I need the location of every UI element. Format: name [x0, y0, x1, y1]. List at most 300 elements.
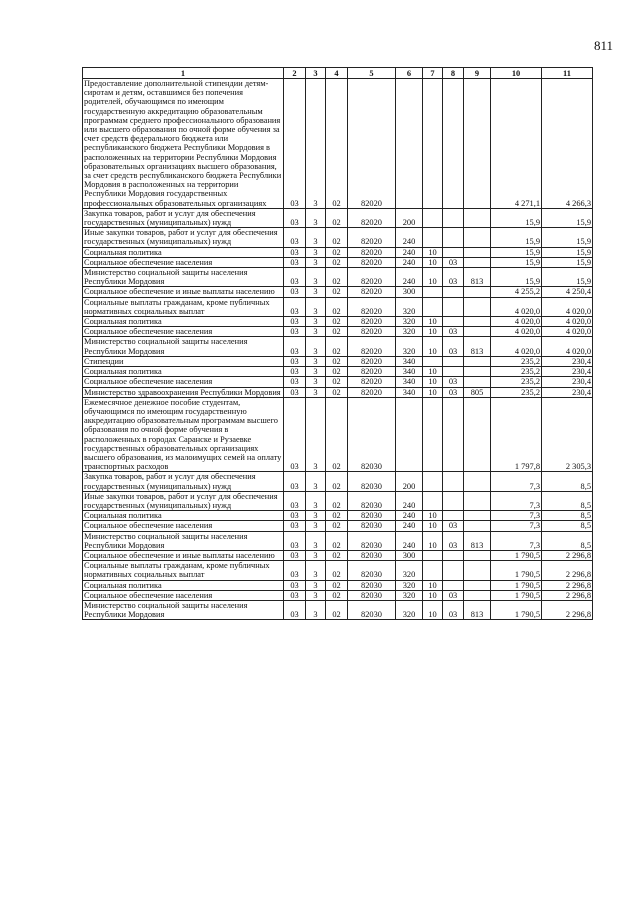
code-cell: 02: [326, 590, 348, 600]
code-cell: [443, 367, 464, 377]
code-cell: 200: [396, 472, 423, 491]
code-cell: 82030: [348, 521, 396, 531]
code-cell: 82020: [348, 337, 396, 356]
code-cell: [464, 561, 491, 580]
code-cell: 03: [284, 257, 306, 267]
code-cell: 3: [306, 317, 326, 327]
row-label-cell: Министерство здравоохранения Республики Мордовия: [83, 387, 284, 397]
code-cell: [443, 287, 464, 297]
col-header: 5: [348, 68, 396, 79]
code-cell: 02: [326, 511, 348, 521]
row-label-cell: Социальные выплаты гражданам, кроме публичных нормативных социальных выплат: [83, 297, 284, 316]
code-cell: 813: [464, 531, 491, 550]
amount-cell: 230,4: [542, 367, 593, 377]
amount-cell: 1 790,5: [491, 600, 542, 619]
code-cell: 240: [396, 257, 423, 267]
col-header: 7: [423, 68, 443, 79]
table-row: [83, 337, 593, 356]
amount-cell: 4 020,0: [491, 337, 542, 356]
code-cell: 03: [284, 268, 306, 287]
row-label-cell: Социальное обеспечение населения: [83, 377, 284, 387]
code-cell: [423, 491, 443, 510]
code-cell: 3: [306, 79, 326, 209]
code-cell: [464, 327, 491, 337]
row-label-cell: Иные закупки товаров, работ и услуг для обеспечения государственных (муниципальных) нужд: [83, 228, 284, 247]
col-header: 9: [464, 68, 491, 79]
code-cell: 320: [396, 600, 423, 619]
code-cell: 03: [443, 590, 464, 600]
row-label-cell: Министерство социальной защиты населения Республики Мордовия: [83, 531, 284, 550]
code-cell: 02: [326, 521, 348, 531]
code-cell: [423, 208, 443, 227]
code-cell: 10: [423, 590, 443, 600]
row-label-cell: Закупка товаров, работ и услуг для обеспечения государственных (муниципальных) нужд: [83, 208, 284, 227]
code-cell: 03: [284, 337, 306, 356]
row-label-cell: Социальное обеспечение населения: [83, 590, 284, 600]
code-cell: 82030: [348, 531, 396, 550]
code-cell: 02: [326, 531, 348, 550]
code-cell: 82030: [348, 491, 396, 510]
code-cell: [464, 590, 491, 600]
amount-cell: 15,9: [542, 228, 593, 247]
table-row: [83, 377, 593, 387]
amount-cell: 15,9: [542, 208, 593, 227]
amount-cell: 8,5: [542, 472, 593, 491]
code-cell: 03: [284, 297, 306, 316]
amount-cell: 15,9: [491, 208, 542, 227]
code-cell: 02: [326, 268, 348, 287]
code-cell: [443, 550, 464, 560]
code-cell: 320: [396, 590, 423, 600]
code-cell: 300: [396, 287, 423, 297]
code-cell: 82020: [348, 247, 396, 257]
row-label-cell: Социальная политика: [83, 317, 284, 327]
row-label-cell: Социальная политика: [83, 367, 284, 377]
code-cell: 03: [443, 377, 464, 387]
table-row: [83, 531, 593, 550]
amount-cell: 235,2: [491, 367, 542, 377]
code-cell: 03: [284, 531, 306, 550]
code-cell: 02: [326, 377, 348, 387]
code-cell: 3: [306, 397, 326, 472]
code-cell: [423, 472, 443, 491]
code-cell: [443, 297, 464, 316]
table-row: [83, 79, 593, 209]
code-cell: 82030: [348, 397, 396, 472]
code-cell: 320: [396, 297, 423, 316]
code-cell: 03: [443, 521, 464, 531]
code-cell: 3: [306, 387, 326, 397]
code-cell: 02: [326, 600, 348, 619]
table-row: [83, 287, 593, 297]
code-cell: 10: [423, 531, 443, 550]
code-cell: 82030: [348, 590, 396, 600]
code-cell: 805: [464, 387, 491, 397]
code-cell: 82030: [348, 472, 396, 491]
amount-cell: 4 020,0: [491, 317, 542, 327]
row-label-cell: Социальная политика: [83, 247, 284, 257]
amount-cell: 15,9: [491, 268, 542, 287]
code-cell: 3: [306, 208, 326, 227]
code-cell: 200: [396, 208, 423, 227]
row-label-cell: Стипендии: [83, 356, 284, 366]
code-cell: [464, 367, 491, 377]
code-cell: 02: [326, 247, 348, 257]
code-cell: [464, 208, 491, 227]
code-cell: 813: [464, 268, 491, 287]
amount-cell: 1 790,5: [491, 580, 542, 590]
amount-cell: 7,3: [491, 511, 542, 521]
code-cell: 82020: [348, 268, 396, 287]
code-cell: 320: [396, 561, 423, 580]
code-cell: 03: [284, 580, 306, 590]
amount-cell: 2 296,8: [542, 580, 593, 590]
code-cell: [443, 247, 464, 257]
col-header: 11: [542, 68, 593, 79]
amount-cell: 15,9: [491, 247, 542, 257]
code-cell: 3: [306, 491, 326, 510]
code-cell: 82020: [348, 228, 396, 247]
amount-cell: 1 790,5: [491, 550, 542, 560]
amount-cell: 4 020,0: [542, 327, 593, 337]
code-cell: 02: [326, 337, 348, 356]
page-number: 811: [594, 38, 614, 53]
code-cell: 03: [443, 268, 464, 287]
amount-cell: 230,4: [542, 356, 593, 366]
code-cell: 340: [396, 387, 423, 397]
code-cell: 82020: [348, 79, 396, 209]
amount-cell: 8,5: [542, 521, 593, 531]
code-cell: 3: [306, 327, 326, 337]
table-row: [83, 580, 593, 590]
code-cell: 03: [284, 397, 306, 472]
code-cell: [464, 257, 491, 267]
code-cell: 82020: [348, 356, 396, 366]
code-cell: 03: [284, 247, 306, 257]
amount-cell: 235,2: [491, 387, 542, 397]
code-cell: 240: [396, 521, 423, 531]
code-cell: 02: [326, 297, 348, 316]
code-cell: 02: [326, 356, 348, 366]
code-cell: 82020: [348, 257, 396, 267]
code-cell: [423, 287, 443, 297]
code-cell: [443, 208, 464, 227]
code-cell: [464, 521, 491, 531]
code-cell: 10: [423, 377, 443, 387]
amount-cell: 2 296,8: [542, 590, 593, 600]
code-cell: 10: [423, 317, 443, 327]
code-cell: [423, 550, 443, 560]
code-cell: [464, 356, 491, 366]
code-cell: 03: [284, 561, 306, 580]
code-cell: 02: [326, 550, 348, 560]
amount-cell: 4 271,1: [491, 79, 542, 209]
code-cell: 03: [284, 521, 306, 531]
code-cell: 10: [423, 337, 443, 356]
code-cell: [464, 580, 491, 590]
code-cell: 3: [306, 377, 326, 387]
col-header: 1: [83, 68, 284, 79]
amount-cell: 4 266,3: [542, 79, 593, 209]
code-cell: 3: [306, 268, 326, 287]
code-cell: 82020: [348, 387, 396, 397]
amount-cell: 15,9: [542, 257, 593, 267]
code-cell: [464, 472, 491, 491]
code-cell: 02: [326, 228, 348, 247]
row-label-cell: Иные закупки товаров, работ и услуг для обеспечения государственных (муниципальных) нужд: [83, 491, 284, 510]
row-label-cell: Социальное обеспечение населения: [83, 521, 284, 531]
code-cell: 03: [284, 511, 306, 521]
code-cell: 82020: [348, 377, 396, 387]
code-cell: 82030: [348, 550, 396, 560]
code-cell: 82030: [348, 580, 396, 590]
row-label-cell: Социальная политика: [83, 580, 284, 590]
code-cell: [464, 317, 491, 327]
code-cell: [464, 79, 491, 209]
code-cell: 3: [306, 580, 326, 590]
col-header: 10: [491, 68, 542, 79]
amount-cell: 230,4: [542, 387, 593, 397]
code-cell: [464, 397, 491, 472]
code-cell: [423, 397, 443, 472]
amount-cell: 4 020,0: [542, 297, 593, 316]
code-cell: [464, 550, 491, 560]
code-cell: 340: [396, 356, 423, 366]
table-row: [83, 268, 593, 287]
amount-cell: 4 255,2: [491, 287, 542, 297]
code-cell: 340: [396, 367, 423, 377]
code-cell: 82030: [348, 561, 396, 580]
code-cell: 813: [464, 600, 491, 619]
col-header: 4: [326, 68, 348, 79]
amount-cell: 4 020,0: [542, 337, 593, 356]
code-cell: 03: [284, 208, 306, 227]
code-cell: 10: [423, 257, 443, 267]
row-label-cell: Закупка товаров, работ и услуг для обеспечения государственных (муниципальных) нужд: [83, 472, 284, 491]
code-cell: [396, 397, 423, 472]
code-cell: 02: [326, 79, 348, 209]
table-row: [83, 257, 593, 267]
code-cell: 03: [284, 287, 306, 297]
table-row: [83, 356, 593, 366]
code-cell: 10: [423, 367, 443, 377]
code-cell: 3: [306, 356, 326, 366]
amount-cell: 7,3: [491, 491, 542, 510]
col-header: 3: [306, 68, 326, 79]
code-cell: 240: [396, 247, 423, 257]
code-cell: 02: [326, 327, 348, 337]
table-row: [83, 208, 593, 227]
code-cell: [443, 491, 464, 510]
amount-cell: 2 305,3: [542, 397, 593, 472]
code-cell: 02: [326, 387, 348, 397]
code-cell: 82030: [348, 600, 396, 619]
row-label-cell: Социальное обеспечение населения: [83, 257, 284, 267]
table-row: [83, 297, 593, 316]
table-row: [83, 491, 593, 510]
code-cell: 3: [306, 531, 326, 550]
code-cell: 82020: [348, 208, 396, 227]
row-label-cell: Министерство социальной защиты населения Республики Мордовия: [83, 268, 284, 287]
code-cell: 03: [443, 327, 464, 337]
table-row: [83, 511, 593, 521]
code-cell: 03: [443, 531, 464, 550]
code-cell: 340: [396, 377, 423, 387]
col-header: 8: [443, 68, 464, 79]
code-cell: 240: [396, 228, 423, 247]
amount-cell: 235,2: [491, 356, 542, 366]
amount-cell: 4 020,0: [542, 317, 593, 327]
code-cell: 82020: [348, 327, 396, 337]
code-cell: 03: [284, 590, 306, 600]
code-cell: [464, 377, 491, 387]
code-cell: [464, 228, 491, 247]
code-cell: [423, 228, 443, 247]
code-cell: 3: [306, 550, 326, 560]
row-label-cell: Социальное обеспечение и иные выплаты населению: [83, 550, 284, 560]
code-cell: 02: [326, 580, 348, 590]
code-cell: 10: [423, 600, 443, 619]
code-cell: 320: [396, 580, 423, 590]
code-cell: 03: [284, 387, 306, 397]
amount-cell: 1 790,5: [491, 561, 542, 580]
table-row: [83, 387, 593, 397]
table-row: [83, 327, 593, 337]
table-row: [83, 247, 593, 257]
code-cell: [423, 79, 443, 209]
code-cell: 3: [306, 521, 326, 531]
amount-cell: 7,3: [491, 472, 542, 491]
code-cell: 3: [306, 337, 326, 356]
code-cell: [443, 580, 464, 590]
table-row: [83, 317, 593, 327]
code-cell: 10: [423, 327, 443, 337]
code-cell: [443, 472, 464, 491]
code-cell: 3: [306, 257, 326, 267]
code-cell: 3: [306, 297, 326, 316]
table-row: [83, 521, 593, 531]
code-cell: 10: [423, 387, 443, 397]
code-cell: 3: [306, 590, 326, 600]
code-cell: 10: [423, 268, 443, 287]
code-cell: 82020: [348, 367, 396, 377]
col-header: 2: [284, 68, 306, 79]
col-header: 6: [396, 68, 423, 79]
amount-cell: 8,5: [542, 531, 593, 550]
table-row: [83, 367, 593, 377]
amount-cell: 1 797,8: [491, 397, 542, 472]
code-cell: 320: [396, 327, 423, 337]
row-label-cell: Министерство социальной защиты населения Республики Мордовия: [83, 600, 284, 619]
amount-cell: 15,9: [542, 268, 593, 287]
code-cell: 813: [464, 337, 491, 356]
amount-cell: 4 020,0: [491, 297, 542, 316]
code-cell: [443, 317, 464, 327]
code-cell: 02: [326, 287, 348, 297]
header-row: [83, 68, 593, 79]
code-cell: [423, 561, 443, 580]
code-cell: [464, 511, 491, 521]
table-row: [83, 550, 593, 560]
code-cell: 3: [306, 561, 326, 580]
code-cell: [464, 491, 491, 510]
code-cell: 03: [284, 600, 306, 619]
table-row: [83, 472, 593, 491]
code-cell: [443, 561, 464, 580]
code-cell: 240: [396, 268, 423, 287]
code-cell: 02: [326, 397, 348, 472]
code-cell: 300: [396, 550, 423, 560]
code-cell: [423, 297, 443, 316]
code-cell: 03: [284, 317, 306, 327]
code-cell: 03: [284, 356, 306, 366]
code-cell: [443, 397, 464, 472]
row-label-cell: Социальные выплаты гражданам, кроме публичных нормативных социальных выплат: [83, 561, 284, 580]
table-header: [83, 68, 593, 79]
table-row: [83, 600, 593, 619]
code-cell: 02: [326, 491, 348, 510]
code-cell: [443, 511, 464, 521]
code-cell: 10: [423, 511, 443, 521]
code-cell: 02: [326, 367, 348, 377]
budget-table: [82, 67, 593, 620]
code-cell: [423, 356, 443, 366]
code-cell: 03: [284, 367, 306, 377]
row-label-cell: Социальное обеспечение и иные выплаты населению: [83, 287, 284, 297]
code-cell: 03: [284, 327, 306, 337]
row-label-cell: Предоставление дополнительной стипендии детям-сиротам и детям, оставшимся без попечения родителей, обучающимся по имеющим государственную аккредитацию образовательным программам среднего профессионального образования или высшего образования по очной форме обучения за счет средств федерального бюджета или республиканского бюджета Республики Мордовия в расположенных на территории Республики Мордовия образовательных организациях высшего образования, за счет средств республиканского бюджета Республики Мордовия в расположенных на территории Республики Мордовия государственных профессиональных образовательных организациях: [83, 79, 284, 209]
amount-cell: 8,5: [542, 491, 593, 510]
amount-cell: 4 250,4: [542, 287, 593, 297]
code-cell: 02: [326, 472, 348, 491]
code-cell: 02: [326, 317, 348, 327]
code-cell: 82020: [348, 297, 396, 316]
table-row: [83, 228, 593, 247]
code-cell: 3: [306, 472, 326, 491]
code-cell: 03: [284, 228, 306, 247]
amount-cell: 15,9: [491, 228, 542, 247]
amount-cell: 15,9: [542, 247, 593, 257]
code-cell: [464, 247, 491, 257]
code-cell: 240: [396, 511, 423, 521]
code-cell: 82020: [348, 317, 396, 327]
row-label-cell: Ежемесячное денежное пособие студентам, обучающимся по имеющим государственную аккредитацию образовательным программам высшего образования по очной форме обучения в расположенных в городах Саранске и Рузаевке государственных образовательных организациях высшего образования, из малоимущих семей на оплату транспортных расходов: [83, 397, 284, 472]
amount-cell: 7,3: [491, 521, 542, 531]
code-cell: 03: [284, 491, 306, 510]
code-cell: [443, 356, 464, 366]
code-cell: 02: [326, 561, 348, 580]
code-cell: 03: [443, 257, 464, 267]
amount-cell: 2 296,8: [542, 561, 593, 580]
table-row: [83, 561, 593, 580]
code-cell: 3: [306, 511, 326, 521]
code-cell: 03: [443, 387, 464, 397]
code-cell: 03: [443, 337, 464, 356]
amount-cell: 230,4: [542, 377, 593, 387]
table-body: [83, 79, 593, 620]
amount-cell: 235,2: [491, 377, 542, 387]
code-cell: 320: [396, 337, 423, 356]
code-cell: 10: [423, 247, 443, 257]
code-cell: [464, 297, 491, 316]
code-cell: 03: [443, 600, 464, 619]
code-cell: 3: [306, 228, 326, 247]
amount-cell: 2 296,8: [542, 550, 593, 560]
code-cell: 02: [326, 257, 348, 267]
code-cell: 240: [396, 531, 423, 550]
row-label-cell: Социальная политика: [83, 511, 284, 521]
amount-cell: 15,9: [491, 257, 542, 267]
